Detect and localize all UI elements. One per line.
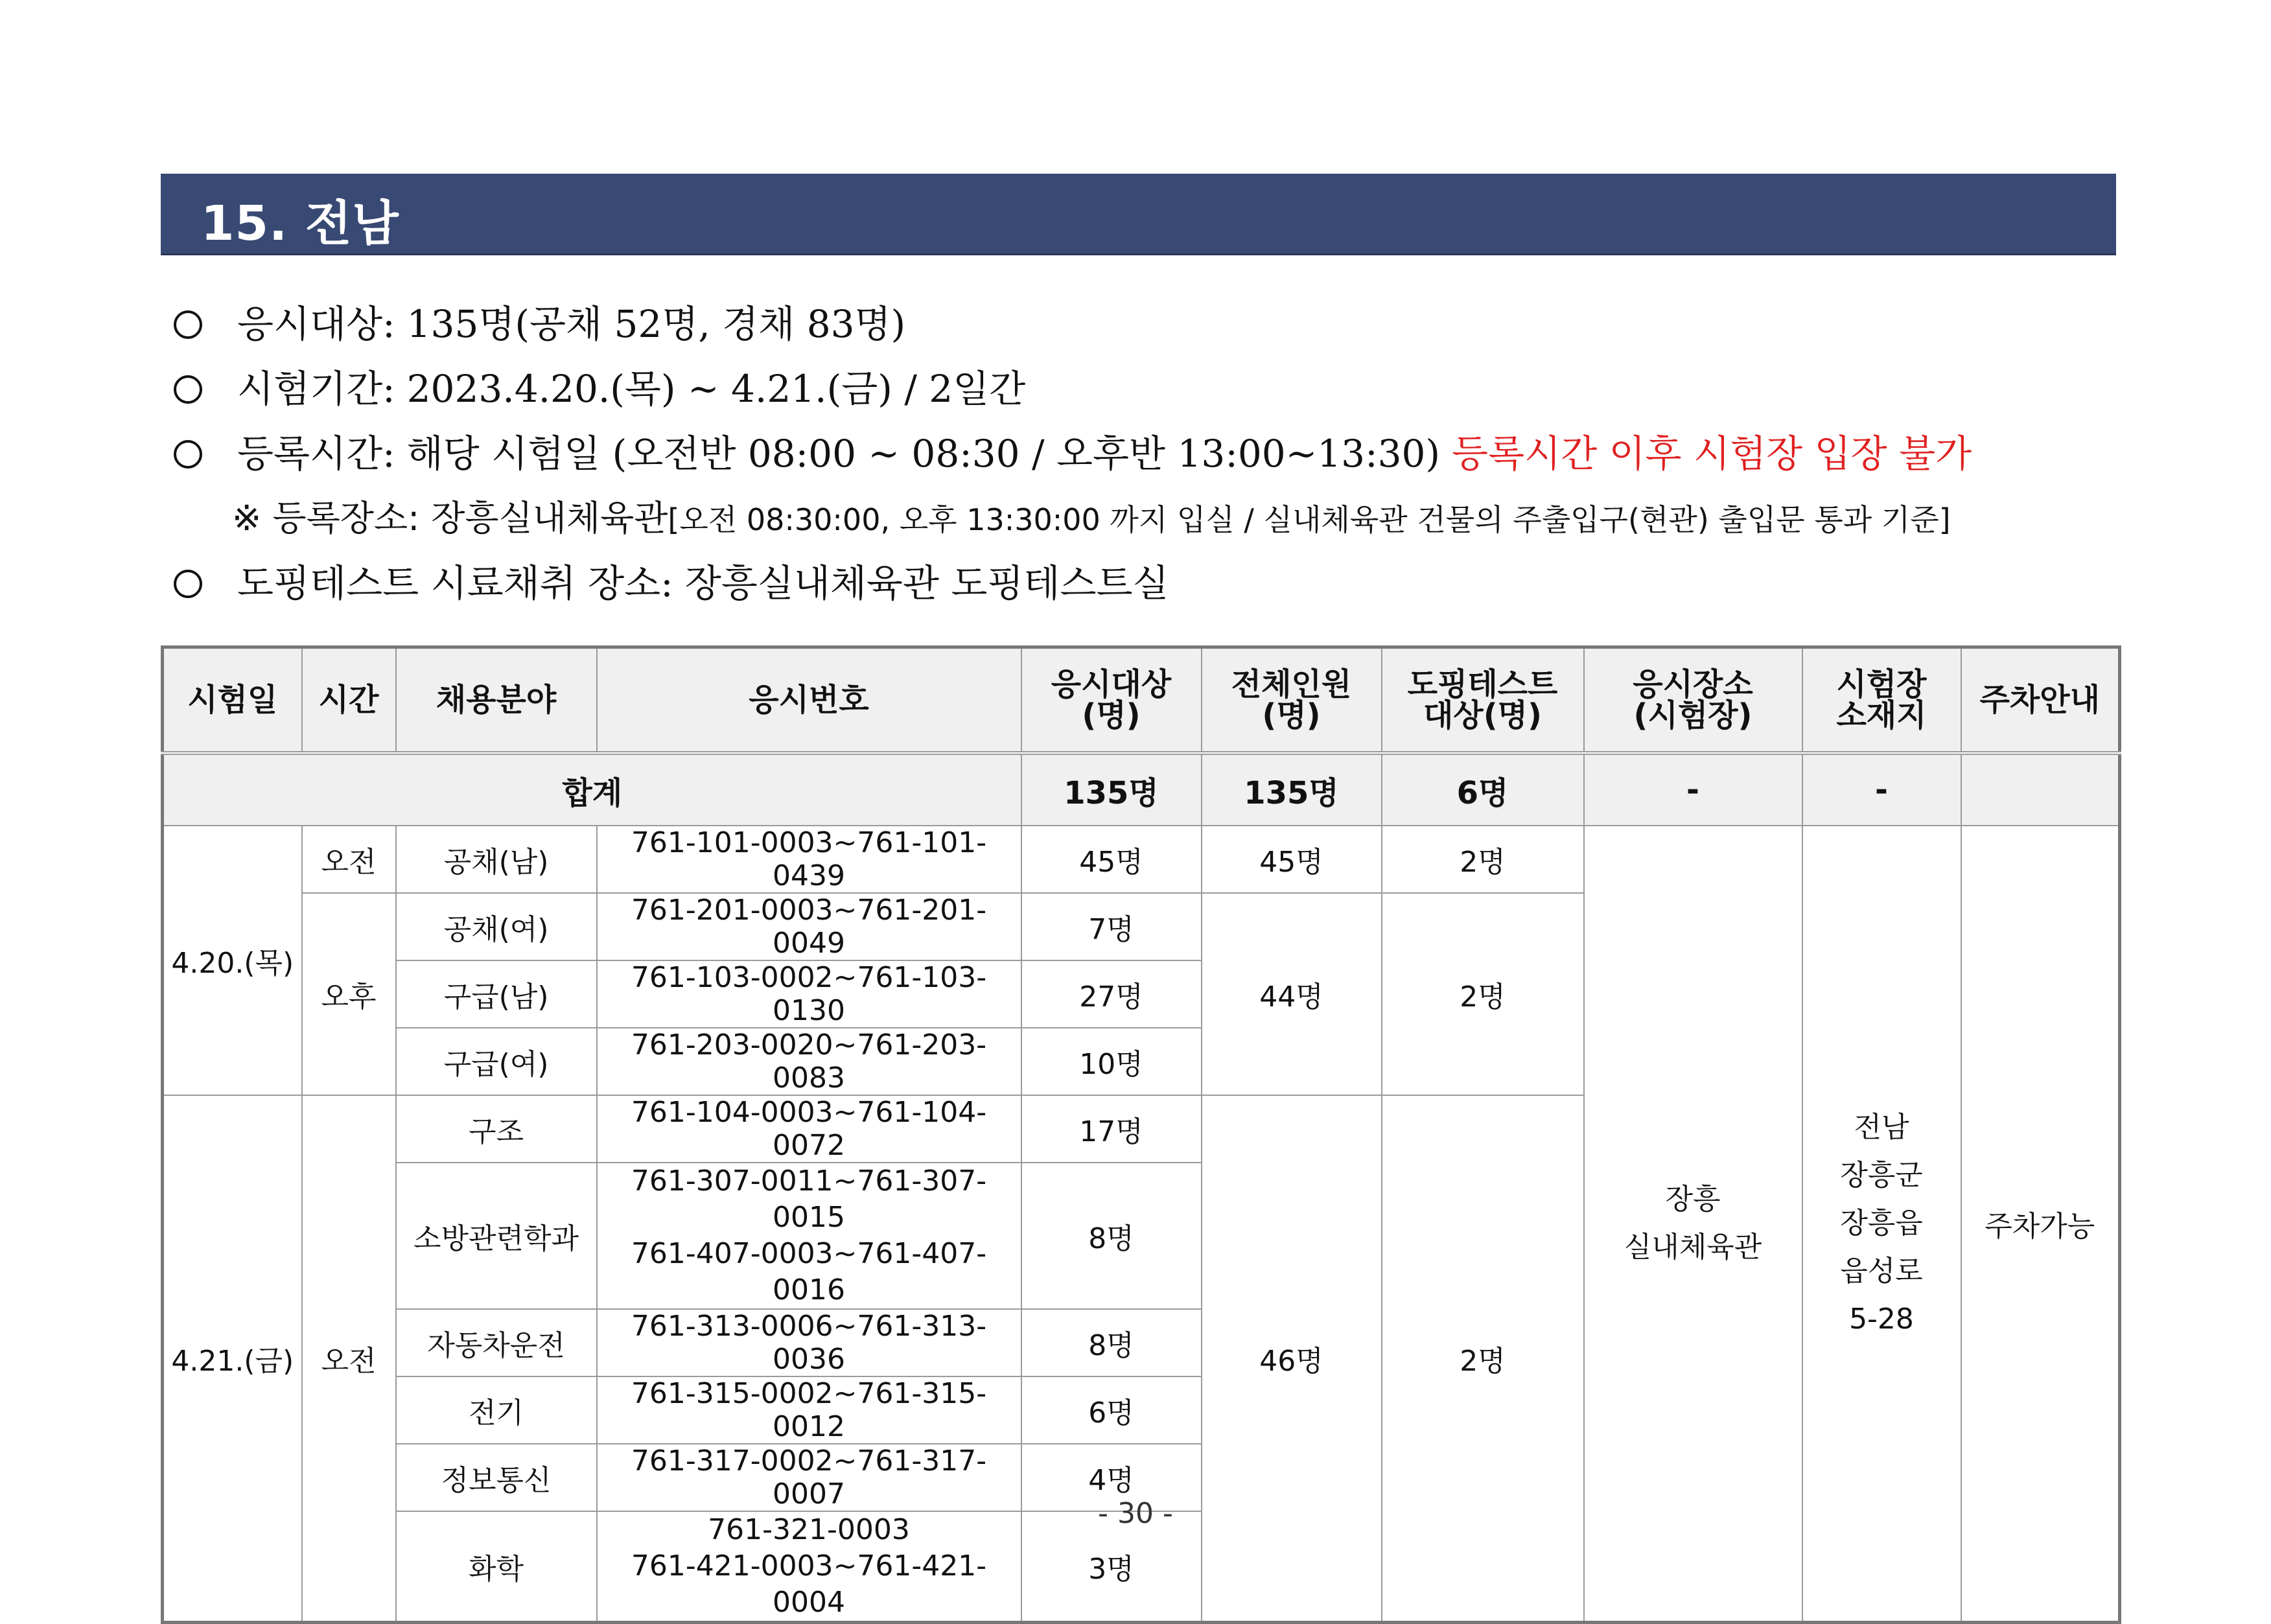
header-total: 전체인원 (명)	[1202, 647, 1382, 754]
total-parking	[1961, 753, 2120, 826]
field-cell: 자동차운전	[396, 1309, 597, 1376]
exam-schedule-table	[161, 645, 2121, 1624]
header-venue: 응시장소 (시험장)	[1584, 647, 1802, 754]
time-cell: 오전	[302, 826, 396, 893]
number-cell: 761-101-0003~761-101-0439	[597, 826, 1021, 893]
number-cell: 761-203-0020~761-203-0083	[597, 1028, 1021, 1095]
total-applicants: 135명	[1021, 753, 1202, 826]
parking-cell: 주차가능	[1961, 826, 2120, 1623]
bullet-period	[174, 356, 2118, 421]
field-cell: 공채(여)	[396, 893, 597, 960]
table-header-row	[163, 647, 2120, 754]
total-label: 합계	[163, 753, 1021, 826]
total-row	[163, 753, 2120, 826]
field-cell: 구조	[396, 1095, 597, 1163]
bullet-registration	[174, 421, 2118, 486]
header-parking: 주차안내	[1961, 647, 2120, 754]
note-detail: [오전 08:30:00, 오후 13:30:00 까지 입실 / 실내체육관 건물의 주출입구(현관) 출입문 통과 기준]	[668, 502, 1951, 537]
field-cell: 전기	[396, 1376, 597, 1444]
doping-value: 장흥실내체육관 도핑테스트실	[684, 561, 1169, 605]
period-value: 2023.4.20.(목) ~ 4.21.(금) / 2일간	[406, 367, 1026, 411]
header-number: 응시번호	[597, 647, 1021, 754]
number-cell: 761-201-0003~761-201-0049	[597, 893, 1021, 960]
time-cell: 오전	[302, 1095, 396, 1623]
number-cell: 761-317-0002~761-317-0007	[597, 1444, 1021, 1511]
venue-cell: 장흥 실내체육관	[1584, 826, 1802, 1623]
group-total-cell: 44명	[1202, 893, 1382, 1095]
number-cell: 761-104-0003~761-104-0072	[597, 1095, 1021, 1163]
field-cell: 화학	[396, 1511, 597, 1623]
circle-bullet-icon	[174, 570, 202, 598]
applicants-cell: 7명	[1021, 893, 1202, 960]
header-date: 시험일	[163, 647, 302, 754]
applicants-cell: 8명	[1021, 1309, 1202, 1376]
table-row	[163, 826, 2120, 893]
doping-label: 도핑테스트 시료채취 장소:	[237, 561, 673, 605]
header-location: 시험장 소재지	[1802, 647, 1961, 754]
header-field: 채용분야	[396, 647, 597, 754]
number-cell: 761-307-0011~761-307-0015 761-407-0003~761-407-0016	[597, 1163, 1021, 1309]
group-total-cell: 45명	[1202, 826, 1382, 893]
field-cell: 소방관련학과	[396, 1163, 597, 1309]
number-cell: 761-313-0006~761-313-0036	[597, 1309, 1021, 1376]
date-cell: 4.21.(금)	[163, 1095, 302, 1623]
bullet-note	[174, 486, 2118, 551]
target-main: 135명	[406, 302, 515, 346]
target-label: 응시대상:	[237, 302, 395, 346]
time-cell: 오후	[302, 893, 396, 1095]
bullet-target	[174, 292, 2118, 356]
section-header-bar	[161, 174, 2116, 255]
registration-label: 등록시간:	[237, 432, 395, 476]
target-detail: (공채 52명, 경채 83명)	[515, 302, 906, 346]
circle-bullet-icon	[174, 375, 202, 404]
group-doping-cell: 2명	[1382, 1095, 1584, 1623]
applicants-cell: 27명	[1021, 960, 1202, 1028]
note-label: ※ 등록장소:	[232, 498, 420, 539]
field-cell: 구급(남)	[396, 960, 597, 1028]
total-location: -	[1802, 753, 1961, 826]
applicants-cell: 10명	[1021, 1028, 1202, 1095]
field-cell: 구급(여)	[396, 1028, 597, 1095]
applicants-cell: 4명	[1021, 1444, 1202, 1511]
header-time: 시간	[302, 647, 396, 754]
period-label: 시험기간:	[237, 367, 395, 411]
total-venue: -	[1584, 753, 1802, 826]
header-doping: 도핑테스트 대상(명)	[1382, 647, 1584, 754]
info-bullets	[174, 292, 2118, 616]
applicants-cell: 17명	[1021, 1095, 1202, 1163]
applicants-cell: 6명	[1021, 1376, 1202, 1444]
number-cell: 761-315-0002~761-315-0012	[597, 1376, 1021, 1444]
registration-value: 해당 시험일 (오전반 08:00 ~ 08:30 / 오후반 13:00~13:30)	[406, 432, 1441, 476]
circle-bullet-icon	[174, 440, 202, 469]
bullet-doping	[174, 551, 2118, 616]
note-place: 장흥실내체육관	[431, 498, 668, 539]
date-cell: 4.20.(목)	[163, 826, 302, 1095]
location-cell: 전남 장흥군 장흥읍 읍성로 5-28	[1802, 826, 1961, 1623]
page-number: - 30 -	[1098, 1497, 1173, 1530]
field-cell: 정보통신	[396, 1444, 597, 1511]
applicants-cell: 8명	[1021, 1163, 1202, 1309]
applicants-cell: 45명	[1021, 826, 1202, 893]
header-applicants: 응시대상 (명)	[1021, 647, 1202, 754]
number-cell: 761-321-0003 761-421-0003~761-421-0004	[597, 1511, 1021, 1623]
total-total: 135명	[1202, 753, 1382, 826]
applicants-cell: 3명	[1021, 1511, 1202, 1623]
group-doping-cell: 2명	[1382, 893, 1584, 1095]
section-title: 15. 전남	[201, 196, 399, 251]
group-total-cell: 46명	[1202, 1095, 1382, 1623]
field-cell: 공채(남)	[396, 826, 597, 893]
circle-bullet-icon	[174, 310, 202, 339]
registration-warning: 등록시간 이후 시험장 입장 불가	[1452, 432, 1972, 476]
group-doping-cell: 2명	[1382, 826, 1584, 893]
number-cell: 761-103-0002~761-103-0130	[597, 960, 1021, 1028]
total-doping: 6명	[1382, 753, 1584, 826]
